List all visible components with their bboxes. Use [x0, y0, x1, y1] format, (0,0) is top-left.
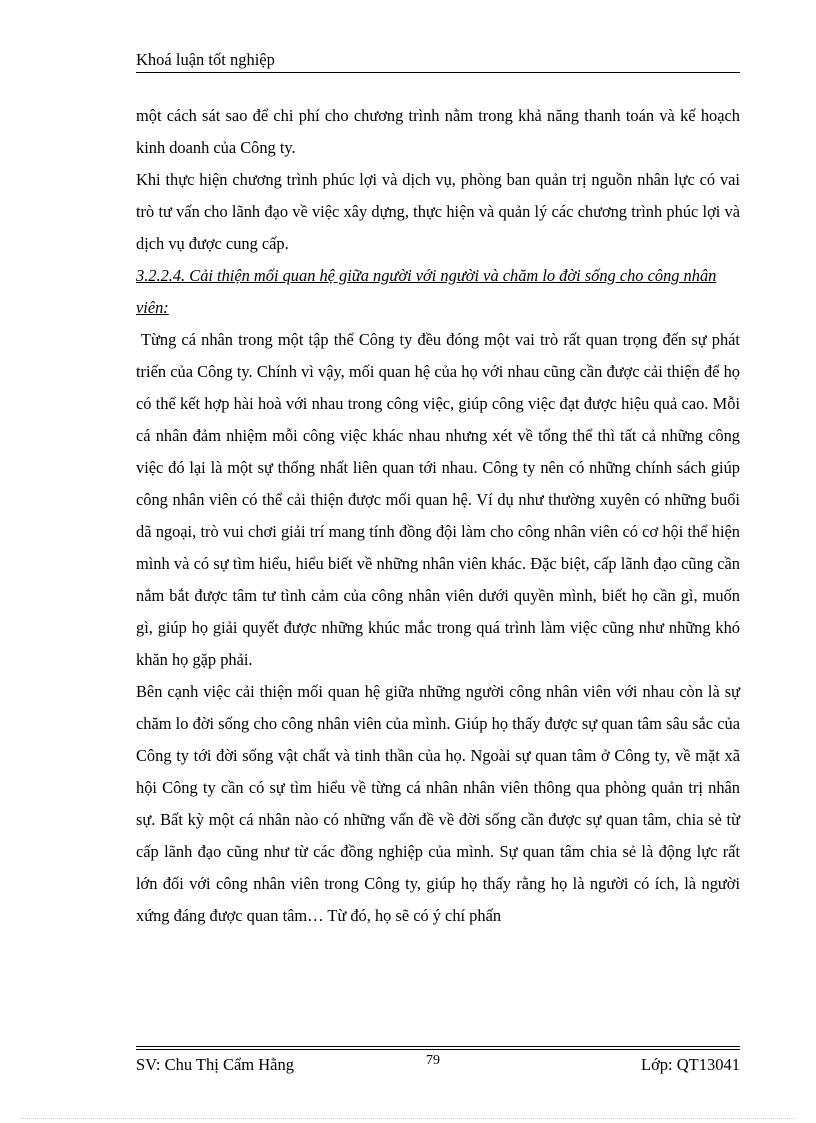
page-edge-divider	[20, 1118, 796, 1119]
paragraph-living-care: Bên cạnh việc cải thiện mối quan hệ giữa những người công nhân viên với nhau còn là sự chăm lo đời sống cho công nhân viên của mình. Giúp họ thấy được sự quan tâm sâu sắc của Công ty tới đời sống vật chất và tinh thần của họ. Ngoài sự quan tâm ở Công ty, về mặt xã hội Công ty cần có sự tìm hiểu về từng cá nhân nhân viên thông qua phòng quản trị nhân sự. Bất kỳ một cá nhân nào có những vấn đề về đời sống cần được sự quan tâm, chia sẻ từ cấp lãnh đạo cũng như từ các đồng nghiệp của mình. Sự quan tâm chia sẻ là động lực rất lớn đối với công nhân viên trong Công ty, giúp họ thấy rằng họ là người có ích, là người xứng đáng được quan tâm… Từ đó, họ sẽ có ý chí phấn	[136, 682, 740, 925]
header-title: Khoá luận tốt nghiệp	[136, 50, 275, 69]
paragraph-relationships: Từng cá nhân trong một tập thể Công ty đều đóng một vai trò rất quan trọng đến sự phát triển của Công ty. Chính vì vậy, mối quan hệ của họ với nhau cũng cần được cải thiện để họ có thể kết hợp hài hoà với nhau trong công việc, giúp công việc đạt được hiệu quả cao. Mỗi cá nhân đảm nhiệm mỗi công việc khác nhau nhưng xét về tổng thể thì tất cả những công việc đó lại là một sự thống nhất liên quan tới nhau. Công ty nên có những chính sách giúp công nhân viên có thể cải thiện được mối quan hệ. Ví dụ như thường xuyên có những buổi dã ngoại, trò vui chơi giải trí mang tính đồng đội làm cho công nhân viên có cơ hội thể hiện mình và có sự tìm hiểu, hiểu biết về những nhân viên khác. Đặc biệt, cấp lãnh đạo cũng cần nắm bắt được tâm tư tình cảm của công nhân viên dưới quyền mình, biết họ cần gì, muốn gì, giúp họ giải quyết được những khúc mắc trong quá trình làm việc cũng như những khó khăn họ gặp phải.	[136, 330, 740, 669]
footer-class: Lớp: QT13041	[640, 1055, 740, 1074]
paragraph-welfare-role: Khi thực hiện chương trình phúc lợi và dịch vụ, phòng ban quản trị nguồn nhân lực có vai trò tư vấn cho lãnh đạo về việc xây dựng, thực hiện và quản lý các chương trình phúc lợi và dịch vụ được cung cấp.	[136, 170, 740, 253]
page-footer	[136, 1052, 740, 1078]
page-header	[136, 48, 740, 73]
footer-rule-top	[136, 1046, 740, 1047]
page-number: 79	[426, 1053, 440, 1068]
body-text	[136, 100, 740, 932]
section-heading: 3.2.2.4. Cải thiện mối quan hệ giữa người với người và chăm lo đời sống cho công nhân viên:	[136, 266, 717, 317]
footer-student: SV: Chu Thị Cẩm Hằng	[136, 1055, 294, 1074]
paragraph-continuation: một cách sát sao để chi phí cho chương trình nằm trong khả năng thanh toán và kế hoạch kinh doanh của Công ty.	[136, 106, 740, 157]
